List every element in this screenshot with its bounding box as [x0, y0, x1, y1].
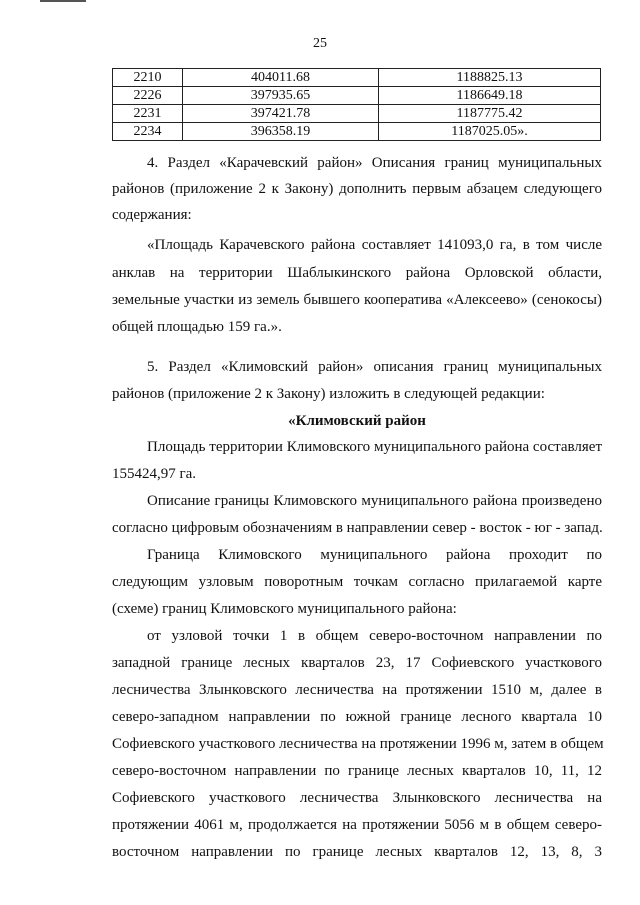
table-row [113, 69, 601, 87]
point-number-cell: 2231 [113, 105, 183, 123]
x-coordinate-cell: 397935.65 [183, 87, 379, 105]
text-line: от узловой точки 1 в общем северо-восточном направлении по [147, 628, 602, 644]
point-number-cell: 2226 [113, 87, 183, 105]
y-coordinate-cell: 1187025.05». [379, 123, 601, 141]
text-line: согласно цифровым обозначениям в направлении север - восток - юг - запад. [112, 520, 603, 536]
table-row [113, 123, 601, 141]
y-coordinate-cell: 1186649.18 [379, 87, 601, 105]
text-line: Граница Климовского муниципального района проходит по [147, 547, 602, 563]
y-coordinate-cell: 1188825.13 [379, 69, 601, 87]
text-line: (схеме) границ Климовского муниципального района: [112, 601, 457, 617]
table-row [113, 105, 601, 123]
text-line: восточном направлении по границе лесных кварталов 12, 13, 8, 3 [112, 844, 602, 860]
section-heading: «Климовский район [288, 413, 426, 429]
text-line: Софиевского участкового лесничества Злынковского лесничества на [112, 790, 602, 806]
text-line: районов (приложение 2 к Закону) изложить в следующей редакции: [112, 386, 545, 402]
text-line: западной границе лесных кварталов 23, 17 Софиевского участкового [112, 655, 602, 671]
text-line: Площадь территории Климовского муниципального района составляет [147, 439, 602, 455]
text-line: 155424,97 га. [112, 466, 197, 482]
text-line: протяжении 4061 м, продолжается на протяжении 5056 м в общем северо- [112, 817, 602, 833]
x-coordinate-cell: 404011.68 [183, 69, 379, 87]
x-coordinate-cell: 396358.19 [183, 123, 379, 141]
text-line: северо-западном направлении по южной границе лесного квартала 10 [112, 709, 602, 725]
point-number-cell: 2210 [113, 69, 183, 87]
text-line: анклав на территории Шаблыкинского района Орловской области, [112, 265, 602, 281]
x-coordinate-cell: 397421.78 [183, 105, 379, 123]
text-line: районов (приложение 2 к Закону) дополнить первым абзацем следующего [112, 181, 602, 197]
top-edge-mark [40, 0, 86, 2]
text-line: северо-восточном направлении по границе лесных кварталов 10, 11, 12 [112, 763, 602, 779]
text-line: «Площадь Карачевского района составляет 141093,0 га, в том числе [147, 237, 602, 253]
page-number: 25 [313, 36, 327, 51]
text-line: 4. Раздел «Карачевский район» Описания границ муниципальных [147, 155, 602, 171]
text-line: земельные участки из земель бывшего кооператива «Алексеево» (сенокосы) [112, 292, 602, 308]
text-line: следующим узловым поворотным точкам согласно прилагаемой карте [112, 574, 602, 590]
table-row [113, 87, 601, 105]
point-number-cell: 2234 [113, 123, 183, 141]
text-line: содержания: [112, 207, 192, 223]
coordinates-table [112, 68, 601, 141]
y-coordinate-cell: 1187775.42 [379, 105, 601, 123]
text-line: Описание границы Климовского муниципального района произведено [147, 493, 602, 509]
text-line: общей площадью 159 га.». [112, 319, 282, 335]
text-line: 5. Раздел «Климовский район» описания границ муниципальных [147, 359, 602, 375]
text-line: Софиевского участкового лесничества на протяжении 1996 м, затем в общем [112, 736, 604, 752]
text-line: лесничества Злынковского лесничества на протяжении 1510 м, далее в [112, 682, 602, 698]
